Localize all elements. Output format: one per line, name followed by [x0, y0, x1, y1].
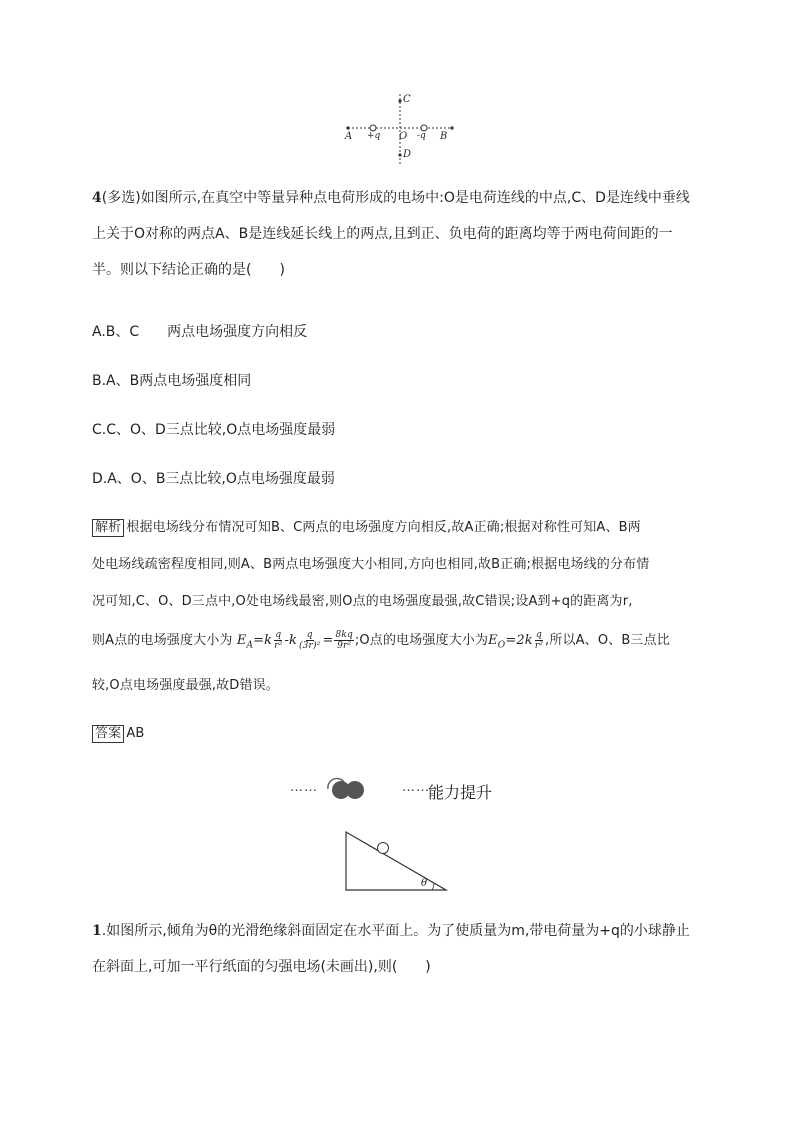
label-A: A — [345, 131, 353, 142]
fraction-q-over-r2: $\frac{q}{\text{r²}}$ — [274, 630, 283, 651]
point-A — [346, 126, 349, 129]
question-4-line3: 半。则以下结论正确的是( ) — [92, 262, 285, 278]
label-minus-q: -q — [417, 131, 426, 141]
fraction-q-over-r2-b: $\frac{q}{\text{r²}}$ — [534, 630, 544, 651]
solution-line1 — [92, 518, 641, 538]
point-C — [398, 99, 401, 102]
answer-line — [92, 724, 144, 744]
question-1-number: 1 — [92, 923, 102, 939]
angle-label: θ — [421, 878, 428, 889]
formula-EA: $E_A$ — [236, 633, 254, 651]
section-dots-right: …… — [402, 780, 430, 795]
solution-text-4a: 则A点的电场强度大小为 — [92, 633, 233, 648]
option-A: A.B、C 两点电场强度方向相反 — [92, 324, 308, 340]
label-B: B — [440, 131, 448, 142]
solution-text-4b: ;O点的电场强度大小为 — [354, 633, 489, 648]
fraction-q-over-3r2: $\frac{q}{\text{(3r)²}}$ — [299, 630, 321, 651]
formula-EO: $E_O$ — [488, 633, 506, 651]
charge-figure — [340, 90, 460, 170]
solution-text-1: 根据电场线分布情况可知B、C两点的电场强度方向相反,故A正确;根据对称性可知A、B两 — [126, 520, 641, 535]
label-O: O — [399, 131, 408, 142]
question-4-line2: 上关于O对称的两点A、B是连线延长线上的两点,且到正、负电荷的距离均等于两电荷间距的一 — [92, 226, 673, 242]
solution-tag: 解析 — [92, 519, 124, 537]
incline-figure — [340, 826, 455, 896]
solution-text-4c: ,所以A、O、B三点比 — [545, 633, 670, 648]
question-1-text: .如图所示,倾角为θ的光滑绝缘斜面固定在水平面上。为了使质量为m,带电荷量为+q的小球静止 — [101, 923, 690, 939]
question-4-line1 — [92, 188, 690, 208]
fraction-8kq-over-9r2: $\frac{8kq}{\text{9r²}}$ — [335, 630, 353, 651]
question-1-line2: 在斜面上,可加一平行纸面的匀强电场(未画出),则( ) — [92, 959, 431, 975]
angle-arc — [432, 883, 434, 890]
section-dots-left: …… — [290, 780, 318, 795]
section-title: 能力提升 — [428, 783, 493, 802]
answer-value: AB — [126, 726, 145, 741]
label-C: C — [403, 94, 411, 105]
solution-line3: 况可知,C、O、D三点中,O处电场线最密,则O点的电场强度最强,故C错误;设A到+q的距离为r, — [92, 594, 633, 609]
question-tag: (多选) — [101, 190, 141, 206]
solution-line4: 则A点的电场强度大小为 $E_A=k$ $\frac{q}{\text{r²}}$ -k $\frac{q}{\text{(3r)²}}$ = $\frac{8kq}{\text{9r²}}$ ;O点的电场强度大小为$E_O=2k$ $\frac{q}{\text{r²}}$ ,所以A、O、B三点比 — [92, 630, 670, 651]
answer-tag: 答案 — [92, 725, 124, 743]
point-D — [398, 153, 401, 156]
option-B: B.A、B两点电场强度相同 — [92, 373, 252, 389]
question-number: 4 — [92, 190, 102, 206]
question-text: 如图所示,在真空中等量异种点电荷形成的电场中:O是电荷连线的中点,C、D是连线中垂线 — [140, 190, 690, 206]
incline-triangle — [346, 832, 446, 890]
solution-line2: 处电场线疏密程度相同,则A、B两点电场强度大小相同,方向也相同,故B正确;根据电场线的分布情 — [92, 557, 650, 572]
section-badge-icon — [322, 776, 368, 802]
solution-line5: 较,O点电场强度最强,故D错误。 — [92, 678, 279, 693]
option-D: D.A、O、B三点比较,O点电场强度最弱 — [92, 471, 335, 487]
option-C: C.C、O、D三点比较,O点电场强度最弱 — [92, 422, 336, 438]
label-plus-q: +q — [367, 131, 381, 141]
question-1-line1 — [92, 921, 690, 941]
ball — [378, 843, 389, 854]
label-D: D — [403, 149, 412, 160]
point-B — [450, 126, 453, 129]
